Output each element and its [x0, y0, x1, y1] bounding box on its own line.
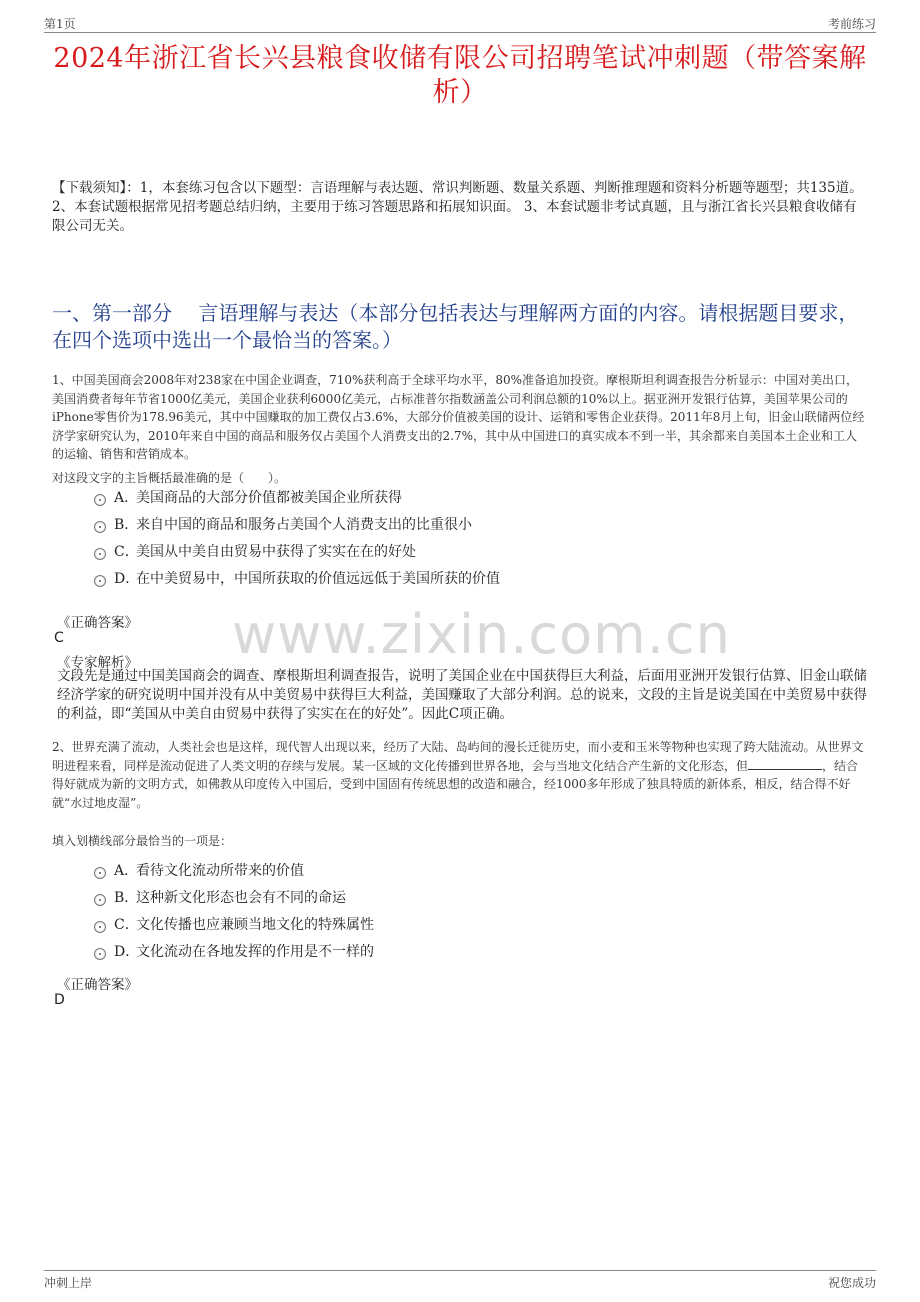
option-text: 这种新文化形态也会有不同的命运 [136, 890, 346, 906]
radio-icon[interactable] [94, 948, 106, 960]
download-notice: 【下载须知】：1，本套练习包含以下题型：言语理解与表达题、常识判断题、数量关系题、判断推理题和资料分析题等题型；共135道。 2、本套试题根据常见招考题总结归纳，主要用于练习答题思路和拓展知识面。 3、本套试题非考试真题，且与浙江省长兴县粮食收储有限公司无关。 [52, 180, 863, 234]
answer-value: D [54, 992, 65, 1008]
option-c[interactable] [92, 539, 860, 566]
option-text: 来自中国的商品和服务占美国个人消费支出的比重很小 [136, 517, 472, 533]
section-heading: 一、第一部分 言语理解与表达（本部分包括表达与理解两方面的内容。请根据题目要求，在四个选项中选出一个最恰当的答案。） [52, 301, 859, 352]
option-text: 文化传播也应兼顾当地文化的特殊属性 [136, 917, 374, 933]
page-footer [44, 1270, 876, 1291]
radio-icon[interactable] [94, 575, 106, 587]
option-a[interactable] [92, 858, 860, 885]
question-2-options [92, 858, 860, 966]
footer-left-label: 冲刺上岸 [44, 1276, 93, 1290]
radio-icon[interactable] [94, 921, 106, 933]
option-text: 美国从中美自由贸易中获得了实实在在的好处 [136, 544, 416, 560]
option-text: 美国商品的大部分价值都被美国企业所获得 [136, 490, 402, 506]
question-1-options [92, 485, 860, 593]
radio-icon[interactable] [94, 548, 106, 560]
question-1-prompt: 对这段文字的主旨概括最准确的是（ ）。 [52, 471, 287, 485]
option-text: 文化流动在各地发挥的作用是不一样的 [136, 944, 374, 960]
option-c[interactable] [92, 912, 860, 939]
explanation-text: 文段先是通过中国美国商会的调查、摩根斯坦利调查报告，说明了美国企业在中国获得巨大利益，后面用亚洲开发银行估算、旧金山联储经济学家的研究说明中国并没有从中美贸易中获得巨大利益，美国赚取了大部分利润。总的说来，文段的主旨是说美国在中美贸易中获得的利益，即“美国从中美自由贸易中获得了实实在在的好处”。因此C项正确。 [57, 668, 867, 722]
question-2-text-before: 2、世界充满了流动，人类社会也是这样，现代智人出现以来，经历了大陆、岛屿间的漫长迁徙历史，而小麦和玉米等物种也实现了跨大陆流动。从世界文明进程来看，同样是流动促进了人类文明的存续与发展。某一区域的文化传播到世界各地，会与当地文化结合产生新的文化形态，但 [52, 740, 864, 773]
question-1-text: 1、中国美国商会2008年对238家在中国企业调查，710%获利高于全球平均水平，80%准备追加投资。摩根斯坦利调查报告分析显示：中国对美出口，美国消费者每年节省1000亿美元，美国企业获利6000亿美元，占标准普尔指数涵盖公司利润总额的10%以上。据亚洲开发银行估算，美国苹果公司的iPhone零售价为178.96美元，其中中国赚取的加工费仅占3.6%，大部分价值被美国的设计、运销和零售企业获得。2011年8月上旬，旧金山联储两位经济学家研究认为，2010年来自中国的商品和服务仅占美国个人消费支出的2.7%，其中从中国进口的真实成本不到一半，其余都来自美国本土企业和工人的运输、销售和营销成本。 [52, 373, 865, 461]
page-header [44, 12, 876, 33]
option-letter: A． [114, 863, 139, 879]
question-2-prompt: 填入划横线部分最恰当的一项是： [52, 834, 233, 848]
radio-icon[interactable] [94, 521, 106, 533]
watermark: www.zixin.com.cn [232, 603, 731, 666]
radio-icon[interactable] [94, 867, 106, 879]
option-b[interactable] [92, 512, 860, 539]
option-letter: B． [114, 890, 139, 906]
answer-label: 《正确答案》 [57, 977, 138, 993]
question-2-text-after: ，结合得好就成为新的文明方式，如佛教从印度传入中国后，受到中国固有传统思想的改造和融合，经1000多年形成了独具特质的新体系，相反，结合得不好就“水过地皮湿”。 [52, 758, 859, 810]
option-letter: B． [114, 517, 139, 533]
page-number: 第1页 [44, 17, 76, 31]
option-d[interactable] [92, 939, 860, 966]
option-b[interactable] [92, 885, 860, 912]
answer-value: C [54, 630, 64, 646]
explanation-label: 《专家解析》 [57, 655, 138, 671]
option-letter: D． [114, 944, 140, 960]
option-a[interactable] [92, 485, 860, 512]
option-letter: C． [114, 917, 139, 933]
fill-in-blank [748, 757, 822, 770]
option-text: 在中美贸易中，中国所获取的价值远远低于美国所获的价值 [136, 571, 500, 587]
option-d[interactable] [92, 566, 860, 593]
option-text: 看待文化流动所带来的价值 [136, 863, 304, 879]
option-letter: D． [114, 571, 140, 587]
option-letter: A． [114, 490, 139, 506]
answer-label: 《正确答案》 [57, 615, 138, 631]
radio-icon[interactable] [94, 494, 106, 506]
document-title: 2024年浙江省长兴县粮食收储有限公司招聘笔试冲刺题（带答案解析） [53, 43, 867, 108]
footer-right-label: 祝您成功 [827, 1276, 876, 1290]
question-2-text [52, 738, 868, 812]
radio-icon[interactable] [94, 894, 106, 906]
option-letter: C． [114, 544, 139, 560]
header-label: 考前练习 [827, 17, 876, 31]
